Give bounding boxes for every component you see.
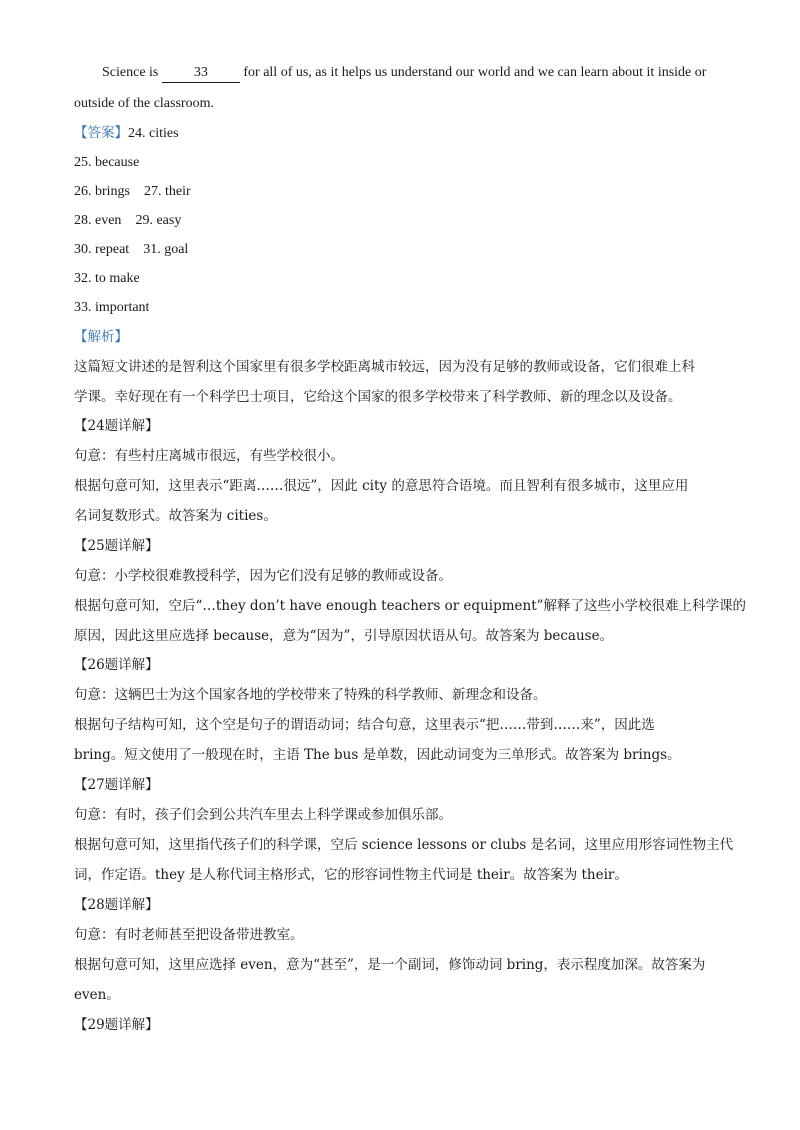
sentence-meaning: 句意：有时，孩子们会到公共汽车里去上科学课或参加俱乐部。 <box>74 807 452 823</box>
explanation-line: 根据句子结构可知，这个空是句子的谓语动词；结合句意，这里表示“把……带到……来”，因此选 <box>74 717 655 733</box>
explanation-line: 词，作定语。they 是人称代词主格形式，它的形容词性物主代词是 their。故答案为 their。 <box>74 867 628 883</box>
detail-heading-28: 【28题详解】 <box>74 897 159 913</box>
answer-item: 26. brings <box>74 184 130 199</box>
answer-item: 33. important <box>74 300 150 315</box>
explanation-line: 原因，因此这里应选择 because，意为“因为”，引导原因状语从句。故答案为 because。 <box>74 628 614 644</box>
explanation-line: even。 <box>74 987 120 1003</box>
sentence-meaning: 句意：小学校很难教授科学，因为它们没有足够的教师或设备。 <box>74 568 452 584</box>
answer-blank-33 <box>162 64 240 83</box>
answer-label: 【答案】 <box>74 125 128 141</box>
answer-line <box>74 124 179 143</box>
answer-item: 32. to make <box>74 271 140 286</box>
passage-line <box>102 64 706 83</box>
answer-item: 27. their <box>144 184 191 199</box>
explanation-line: 根据句意可知，这里应选择 even，意为“甚至”，是一个副词，修饰动词 bring，表示程度加深。故答案为 <box>74 957 706 973</box>
answer-item: 24. cities <box>128 126 179 141</box>
sentence-meaning: 句意：有时老师甚至把设备带进教室。 <box>74 927 304 943</box>
passage-text-after-blank: for all of us, as it helps us understand our world and we can learn about it inside or <box>243 65 707 80</box>
detail-heading-29: 【29题详解】 <box>74 1017 159 1033</box>
passage-text-before-blank: Science is <box>102 65 159 80</box>
analysis-label: 【解析】 <box>74 329 128 345</box>
answer-line <box>74 183 191 201</box>
answer-item: 29. easy <box>135 213 182 228</box>
sentence-meaning: 句意：这辆巴士为这个国家各地的学校带来了特殊的科学教师、新理念和设备。 <box>74 687 547 703</box>
answer-item: 28. even <box>74 213 122 228</box>
sentence-meaning: 句意：有些村庄离城市很远，有些学校很小。 <box>74 448 344 464</box>
answer-line <box>74 241 188 259</box>
explanation-line: 根据句意可知，空后“…they don’t have enough teachers or equipment”解释了这些小学校很难上科学课的 <box>74 598 747 614</box>
explanation-line: 根据句意可知，这里指代孩子们的科学课，空后 science lessons or clubs 是名词，这里应用形容词性物主代 <box>74 837 734 853</box>
analysis-summary-line: 这篇短文讲述的是智利这个国家里有很多学校距离城市较远，因为没有足够的教师或设备，它们很难上科 <box>74 359 695 375</box>
detail-heading-26: 【26题详解】 <box>74 657 159 673</box>
answer-item: 30. repeat <box>74 242 130 257</box>
detail-heading-27: 【27题详解】 <box>74 777 159 793</box>
answer-item: 31. goal <box>143 242 189 257</box>
detail-heading-25: 【25题详解】 <box>74 538 159 554</box>
explanation-line: 名词复数形式。故答案为 cities。 <box>74 508 277 524</box>
answer-line <box>74 212 181 230</box>
answer-item: 25. because <box>74 155 140 170</box>
analysis-summary-line: 学课。幸好现在有一个科学巴士项目，它给这个国家的很多学校带来了科学教师、新的理念以及设备。 <box>74 389 682 405</box>
explanation-line: bring。短文使用了一般现在时，主语 The bus 是单数，因此动词变为三单形式。故答案为 brings。 <box>74 747 681 763</box>
blank-number: 33 <box>193 65 208 80</box>
detail-heading-24: 【24题详解】 <box>74 418 159 434</box>
passage-line: outside of the classroom. <box>74 96 214 111</box>
explanation-line: 根据句意可知，这里表示“距离……很远”，因此 city 的意思符合语境。而且智利有很多城市，这里应用 <box>74 478 689 494</box>
